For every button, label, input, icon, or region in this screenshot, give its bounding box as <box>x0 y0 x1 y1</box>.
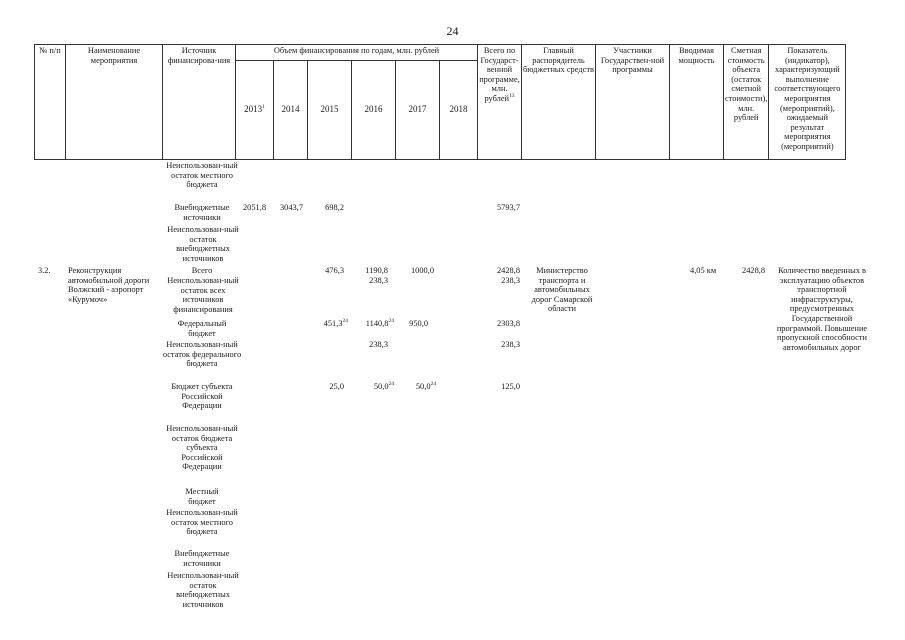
source-extra-prev: Внебюджетные источники <box>174 203 230 222</box>
value-total-total: 2428,8 <box>496 266 520 275</box>
item-admin: Министерство транспорта и автомобильных дорог Самарской области <box>531 266 593 314</box>
table-header <box>34 44 846 160</box>
item-indicator: Количество введенных в эксплуатацию объектов транспортной инфраструктуры, предусмотренных Государственной программой. Повышение пропускной способности автомобильных дорог <box>776 266 868 352</box>
value-extra-2014: 3043,7 <box>279 203 303 212</box>
value-total-2017: 1000,0 <box>410 266 434 275</box>
header-year-2013: 2013$^1$ <box>236 61 274 160</box>
item-number: 3.2. <box>38 266 51 275</box>
source-unused-local-prev: Неиспользован-ный остаток местного бюджета <box>166 161 238 190</box>
header-participants: Участники Государствен-ной программы <box>596 45 670 160</box>
value-regional-2016: 50,0$^{24}$ <box>373 381 394 391</box>
value-total-2016: 1190,8 <box>365 266 388 275</box>
value-total-2015: 476,3 <box>325 266 344 275</box>
header-year-2016: 2016 <box>352 61 396 160</box>
value-extra-total: 5793,7 <box>496 203 520 212</box>
page-number: 24 <box>446 24 459 38</box>
header-year-2018: 2018 <box>440 61 478 160</box>
source-federal: Федеральный бюджет <box>177 319 227 338</box>
header-year-2017: 2017 <box>396 61 440 160</box>
value-extra-2013: 2051,8 <box>242 203 266 212</box>
header-num: № п/п <box>35 45 66 160</box>
value-unused-federal-2016: 238,3 <box>369 340 388 349</box>
header-financing-group: Объем финансирования по годам, млн. рублей <box>236 45 478 61</box>
source-unused-all: Неиспользован-ный остаток всех источников финансирования <box>167 276 239 314</box>
source-unused-regional: Неиспользован-ный остаток бюджета субъекта Российской Федерации <box>166 424 238 472</box>
source-local: Местный бюджет <box>185 487 219 506</box>
header-capacity: Вводимая мощность <box>670 45 724 160</box>
value-unused-all-total: 238,3 <box>501 276 520 285</box>
header-total: Всего по Государст-венной программе, млн. рублей$^{13}$ <box>478 45 522 160</box>
value-unused-all-2016: 238,3 <box>369 276 388 285</box>
value-federal-2016: 1140,8$^{24}$ <box>365 318 394 328</box>
value-regional-total: 125,0 <box>501 382 520 391</box>
header-cost: Сметная стоимость объекта (остаток сметной стоимости), млн. рублей <box>724 45 769 160</box>
source-unused-federal: Неиспользован-ный остаток федерального бюджета <box>162 340 242 369</box>
item-name: Реконструкция автомобильной дороги Волжский - аэропорт «Курумоч» <box>68 266 150 304</box>
header-year-2015: 2015 <box>308 61 352 160</box>
header-admin: Главный распорядитель бюджетных средств <box>522 45 596 160</box>
value-regional-2017: 50,0$^{24}$ <box>415 381 436 391</box>
item-cost: 2428,8 <box>742 266 766 275</box>
source-unused-local: Неиспользован-ный остаток местного бюджета <box>166 508 238 537</box>
header-name: Наименование мероприятия <box>66 45 163 160</box>
source-regional: Бюджет субъекта Российской Федерации <box>171 382 233 411</box>
value-federal-2017: 950,0 <box>409 319 428 328</box>
item-capacity: 4,05 км <box>690 266 717 275</box>
value-federal-2015: 451,3$^{24}$ <box>323 318 348 328</box>
header-year-2014: 2014 <box>274 61 308 160</box>
value-extra-2015: 698,2 <box>325 203 344 212</box>
header-source: Источник финансирова-ния <box>163 45 236 160</box>
source-unused-extra: Неиспользован-ный остаток внебюджетных источников <box>167 571 239 609</box>
value-federal-total: 2303,8 <box>496 319 520 328</box>
value-regional-2015: 25,0 <box>329 382 344 391</box>
source-total: Всего <box>191 266 213 275</box>
value-unused-federal-total: 238,3 <box>501 340 520 349</box>
source-extra: Внебюджетные источники <box>174 549 230 568</box>
source-unused-extra-prev: Неиспользован-ный остаток внебюджетных источников <box>167 225 239 263</box>
header-indicator: Показатель (индикатор), характеризующий выполнение соответствующего мероприятия (мероприятий), ожидаемый результат мероприятия (мероприятий) <box>769 45 846 160</box>
